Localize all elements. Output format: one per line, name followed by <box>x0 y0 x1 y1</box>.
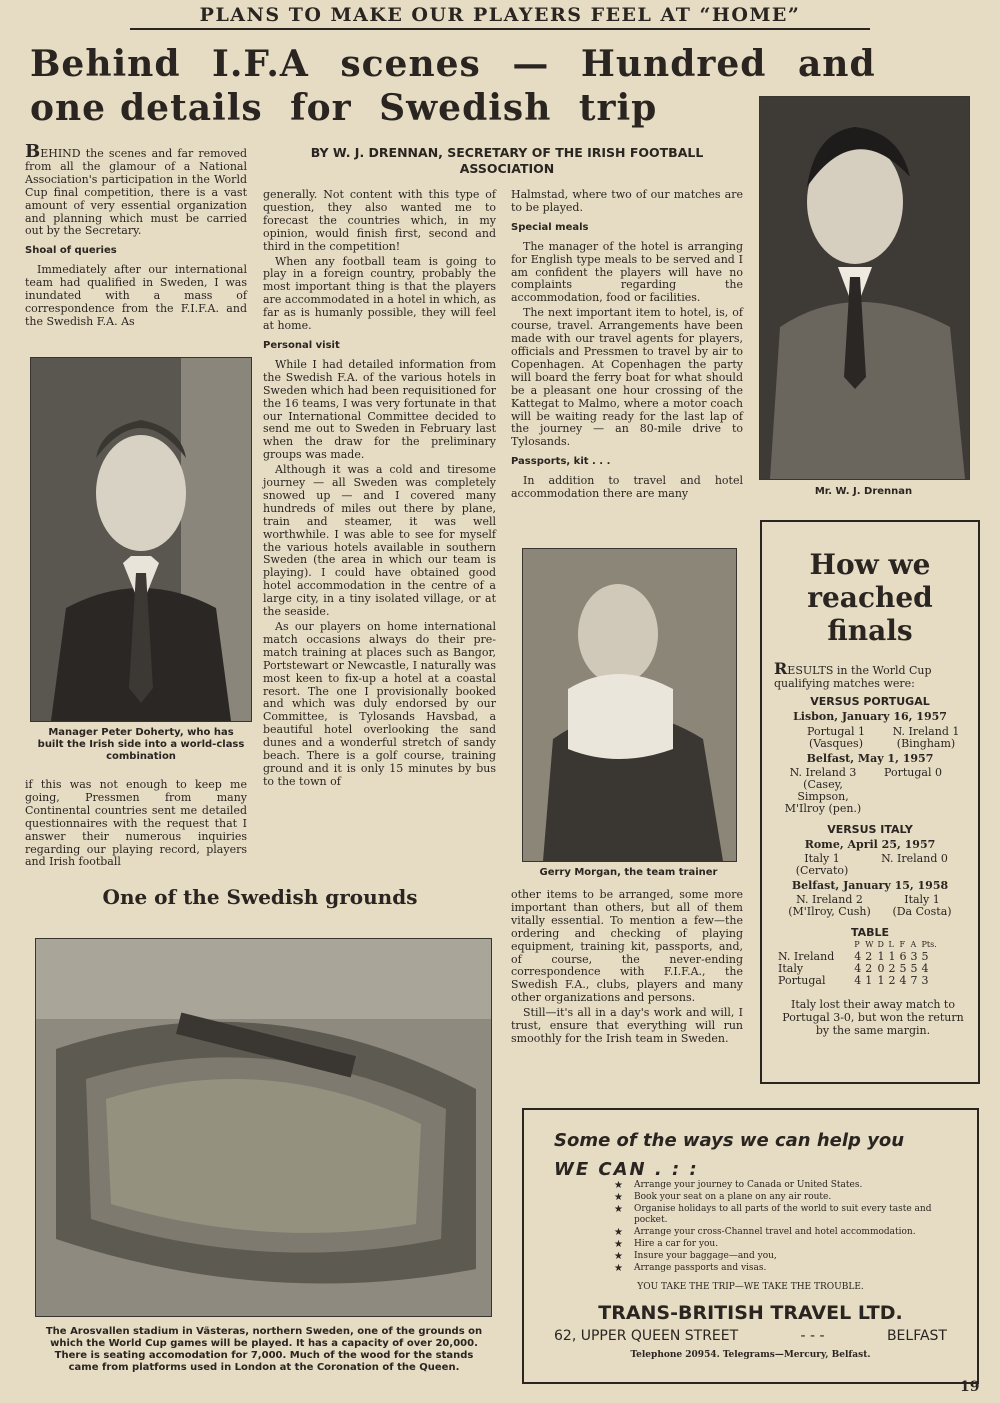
table-row: N. Ireland 4 2 1 1 6 3 5 <box>778 949 929 963</box>
kicker-headline: PLANS TO MAKE OUR PLAYERS FEEL AT “HOME” <box>130 4 870 30</box>
sidebar-footer-note: Italy lost their away match to Portugal 3-0, but won the return by the same margin. <box>782 997 964 1037</box>
versus-portugal-heading: VERSUS PORTUGAL <box>810 694 930 708</box>
list-item: ★ Insure your baggage—and you, <box>614 1251 777 1262</box>
star-icon: ★ <box>614 1251 623 1262</box>
paragraph: other items to be arranged, some more important than others, but all of them vitally essential. To mention a few—the ordering and checking of playing equipment, training kit, passports, and, of course, the never-ending correspondence with F.I.F.A., the Swedish F.A., clubs, players and many other organizations and persons. <box>511 888 743 1005</box>
paragraph: When any football team is going to play in a foreign country, probably the most important thing is that the players are accommodated in a hotel in which, as far as is humanly possible, they will feel at home. <box>263 254 496 333</box>
photo-arosvallen-stadium <box>35 938 492 1317</box>
paragraph: generally. Not content with this type of question, they also wanted me to forecast the countries which, in my opinion, would finish first, second and third in the competition! <box>263 188 496 253</box>
subhead-personal-visit: Personal visit <box>263 339 340 351</box>
match-3-score: Italy 1 (Cervato) N. Ireland 0 <box>795 851 948 877</box>
paragraph: Still—it's all in a day's work and will, I trust, ensure that everything will run smoothly for the Irish team in Sweden. <box>511 1006 743 1045</box>
match-2-date: Belfast, May 1, 1957 <box>806 751 934 765</box>
paragraph: In addition to travel and hotel accommodation there are many <box>511 474 743 501</box>
subhead-passports-kit: Passports, kit . . . <box>511 456 611 468</box>
portrait-illustration <box>31 358 251 721</box>
list-item: ★ Arrange passports and visas. <box>614 1263 767 1274</box>
advert-heading: Some of the ways we can help you <box>554 1130 905 1151</box>
byline: BY W. J. DRENNAN, SECRETARY OF THE IRISH FOOTBALL ASSOCIATION <box>310 145 704 176</box>
advert-we-can: WE CAN . : : <box>554 1159 699 1180</box>
match-2-score: N. Ireland 3 (Casey, Simpson, M'Ilroy (pen.) Portugal 0 <box>784 765 942 815</box>
column-2 <box>263 189 496 791</box>
ground-section-title: One of the Swedish grounds <box>102 885 418 909</box>
paragraph: Although it was a cold and tiresome journey — all Sweden was completely snowed up — and I covered many hundreds of miles out there by plane, train and steamer, it was well worthwhile. I was able to see for myself the various hotels available in southern Sweden (the area in which our team is playing). I could have obtained good hotel accommodation in the centre of a large city, in a tiny isolated village, or at the seaside. <box>263 463 496 619</box>
paragraph: Halmstad, where two of our matches are to be played. <box>511 188 743 214</box>
portrait-illustration <box>760 97 969 479</box>
paragraph: Immediately after our international team had qualified in Sweden, I was inundated with a mass of correspondence from the F.I.F.A. and the Swedish F.A. As <box>25 263 247 328</box>
photo-wj-drennan <box>759 96 970 480</box>
table-row: Portugal 4 1 1 2 4 7 3 <box>778 973 929 987</box>
drop-cap: B <box>25 141 41 162</box>
list-item: ★ Organise holidays to all parts of the world to suit every taste and pocket. <box>614 1204 932 1225</box>
paragraph: The manager of the hotel is arranging for English type meals to be served and I am confident the players will have no complaints regarding the accommodation, food or facilities. <box>511 239 743 305</box>
advert-address: 62, UPPER QUEEN STREET - - - BELFAST <box>554 1328 947 1344</box>
page-number: 19 <box>960 1379 980 1395</box>
list-item: ★ Hire a car for you. <box>614 1239 719 1250</box>
stadium-aerial-illustration <box>36 939 491 1316</box>
list-item: ★ Arrange your journey to Canada or United States. <box>614 1180 863 1191</box>
versus-italy-heading: VERSUS ITALY <box>827 822 913 836</box>
headline-line-2: details for Swedish trip <box>120 87 658 129</box>
match-4-date: Belfast, January 15, 1958 <box>791 878 949 892</box>
caption-morgan: Gerry Morgan, the team trainer <box>539 867 718 878</box>
sidebar-how-we-reached-finals <box>760 520 980 1084</box>
paragraph: if this was not enough to keep me going, Pressmen from many Continental countries sent me detailed questionnaires with the request that I answer their numerous inquiries regarding our playing record, players and Irish football <box>25 778 247 869</box>
table-heading: TABLE <box>850 925 890 939</box>
portrait-illustration <box>523 549 736 861</box>
advert-trans-british-travel <box>522 1108 979 1384</box>
photo-peter-doherty <box>30 357 252 722</box>
caption-arosvallen: The Arosvallen stadium in Västeras, northern Sweden, one of the grounds on which the World Cup games will be played. It has a capacity of over 20,000. There is seating accomodation for 7,000. Much of the wood for the stands came from platforms used in London at the Coronation of the Queen. <box>45 1326 483 1373</box>
column-3-bottom <box>511 889 743 1048</box>
advert-service-list <box>614 1180 967 1274</box>
subhead-shoal-of-queries: Shoal of queries <box>25 245 117 257</box>
star-icon: ★ <box>614 1180 623 1191</box>
column-1-top <box>25 141 247 331</box>
paragraph: The next important item to hotel, is, of course, travel. Arrangements have been made with our travel agents for players, officials and Pressmen to travel by air to Copenhagen. At Copenhagen the party will board the ferry boat for what should be a pleasant one hour crossing of the Kattegat to Malmo, where a motor coach will be waiting ready for the last lap of the journey — an 80-mile drive to Tylosands. <box>511 306 743 449</box>
photo-gerry-morgan <box>522 548 737 862</box>
league-table <box>776 939 939 987</box>
sidebar-intro: RESULTS in the World Cup qualifying matches were: <box>774 659 932 690</box>
match-1-score: Portugal 1 (Vasques) N. Ireland 1 (Bingham) <box>807 724 960 750</box>
star-icon: ★ <box>614 1204 623 1215</box>
match-4-score: N. Ireland 2 (M'Ilroy, Cush) Italy 1 (Da Costa) <box>788 892 952 918</box>
sidebar-title: How we reached finals <box>807 548 933 647</box>
advert-tagline: YOU TAKE THE TRIP—WE TAKE THE TROUBLE. <box>637 1282 864 1292</box>
column-1-bottom <box>25 779 247 871</box>
star-icon: ★ <box>614 1192 623 1203</box>
star-icon: ★ <box>614 1227 623 1238</box>
caption-drennan: Mr. W. J. Drennan <box>814 486 913 497</box>
list-item: ★ Book your seat on a plane on any air route. <box>614 1192 832 1203</box>
list-item: ★ Arrange your cross-Channel travel and hotel accommodation. <box>614 1227 916 1238</box>
star-icon: ★ <box>614 1239 623 1250</box>
star-icon: ★ <box>614 1263 623 1274</box>
column-3-top <box>511 189 743 503</box>
table-row: Italy 4 2 0 2 5 5 4 <box>778 961 929 975</box>
intro-paragraph: BEHIND the scenes and far removed from all the glamour of a National Association's participation in the World Cup final competition, there is a vast amount of very essential organization and planning which must be carried out by the Secretary. <box>25 141 247 238</box>
match-3-date: Rome, April 25, 1957 <box>804 837 936 851</box>
paragraph: While I had detailed information from the Swedish F.A. of the various hotels in Sweden which had been requisitioned for the 16 teams, I was very fortunate in that our International Committee decided to send me out to Sweden in February last when the draw for the preliminary groups was made. <box>263 357 496 462</box>
paragraph: As our players on home international match occasions always do their pre-match training at places such as Bangor, Portstewart or Newcastle, I naturally was most keen to fix-up a hotel at a coastal resort. The one I provisionally booked and which was duly endorsed by our Committee, is Tylosands Havsbad, a beautiful hotel overlooking the sand dunes and a wonderful stretch of sandy beach. There is a golf course, training ground and it is only 15 minutes by bus to the town of <box>263 620 496 788</box>
headline-line-1: Behind I.F.A scenes — Hundred and one <box>30 43 876 129</box>
table-header-row: P W D L F A Pts. <box>854 939 937 949</box>
advert-contact: Telephone 20954. Telegrams—Mercury, Belfast. <box>630 1350 871 1360</box>
advert-company-name: TRANS-BRITISH TRAVEL LTD. <box>598 1302 903 1324</box>
match-1-date: Lisbon, January 16, 1957 <box>793 709 947 723</box>
subhead-special-meals: Special meals <box>511 221 589 233</box>
caption-doherty: Manager Peter Doherty, who has built the Irish side into a world-class combination <box>37 727 245 762</box>
